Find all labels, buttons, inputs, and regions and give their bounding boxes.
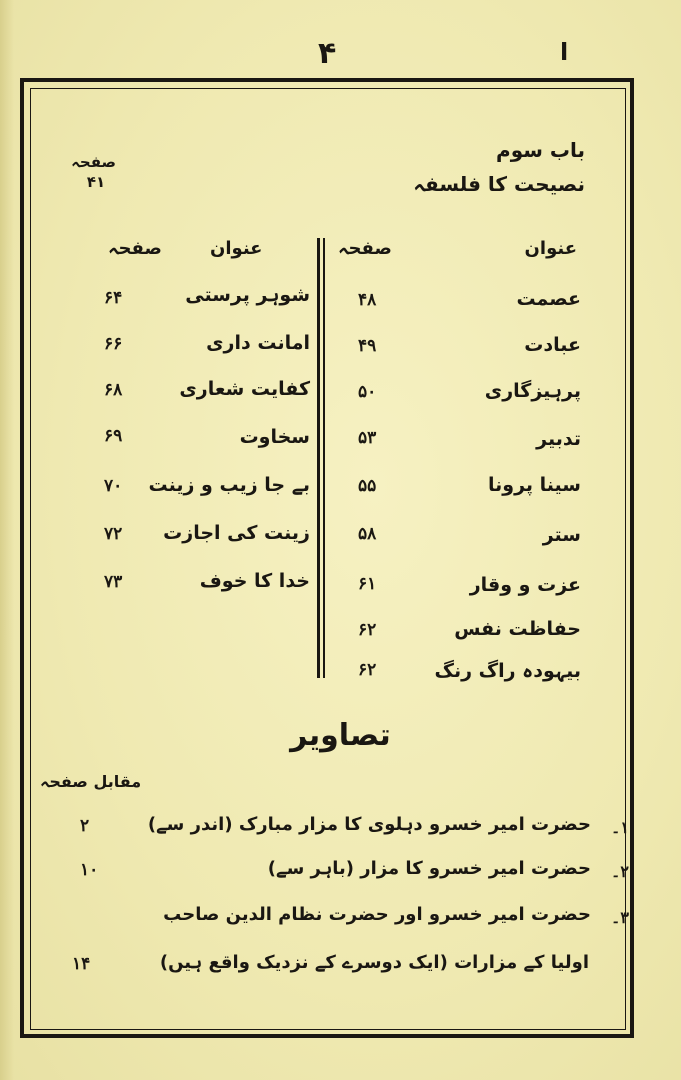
chapter-start-page-label: صفحہ	[71, 153, 116, 171]
toc-entry-title: پرہیزگاری	[484, 380, 581, 402]
chapter-start-page	[71, 152, 116, 192]
picture-entry-number: ۲۔	[611, 862, 629, 881]
toc-entry-page: ۷۳	[104, 572, 123, 592]
picture-entry-text: حضرت امیر خسرو اور حضرت نظام الدین صاحب	[163, 904, 591, 925]
right-column-page-header: صفحہ	[338, 238, 392, 259]
toc-entry-title: عبادت	[524, 334, 581, 356]
top-mark: ا	[560, 38, 569, 66]
toc-entry-page: ۵۰	[358, 382, 377, 402]
toc-entry-page: ۶۸	[104, 380, 123, 400]
toc-entry-page: ۷۰	[104, 476, 123, 496]
toc-entry-title: امانت داری	[206, 332, 310, 354]
toc-entry-page: ۴۸	[358, 290, 377, 310]
column-divider	[317, 238, 320, 678]
toc-entry-title: عصمت	[516, 288, 581, 310]
toc-entry-page: ۶۲	[358, 660, 377, 680]
pictures-subheading: مقابل صفحہ	[40, 772, 142, 791]
toc-entry-title: خدا کا خوف	[199, 570, 310, 592]
toc-entry-page: ۵۳	[358, 428, 377, 448]
toc-entry-page: ۶۹	[104, 426, 123, 446]
picture-entry-page: ۲	[80, 816, 90, 836]
chapter-subtitle: نصیحت کا فلسفہ	[413, 172, 585, 196]
toc-entry-title: کفایت شعاری	[179, 378, 310, 400]
toc-entry-title: سخاوت	[239, 426, 310, 448]
toc-entry-title: بیہودہ راگ رنگ	[434, 660, 581, 682]
picture-entry-text: حضرت امیر خسرو دہلوی کا مزار مبارک (اندر سے)	[147, 814, 591, 835]
toc-entry-page: ۶۶	[104, 334, 123, 354]
left-column-page-header: صفحہ	[108, 238, 162, 259]
toc-entry-page: ۷۲	[104, 524, 123, 544]
toc-entry-page: ۶۱	[358, 574, 377, 594]
toc-entry-title: تدبیر	[536, 428, 581, 450]
picture-entry-page: ۱۰	[80, 860, 99, 880]
page-spine-shadow	[0, 0, 14, 1080]
toc-entry-title: زینت کی اجازت	[163, 522, 310, 544]
column-divider-second	[323, 238, 325, 678]
page-border-inner	[30, 88, 626, 1030]
chapter-start-page-number: ۴۱	[86, 173, 106, 191]
toc-entry-title: عزت و وقار	[469, 574, 581, 596]
toc-entry-title: سینا پرونا	[488, 474, 581, 496]
toc-entry-page: ۵۵	[358, 476, 377, 496]
toc-entry-page: ۴۹	[358, 336, 377, 356]
left-column-title-header: عنوان	[210, 238, 263, 259]
right-column-title-header: عنوان	[524, 238, 577, 259]
picture-entry-number: ۱۔	[611, 818, 629, 837]
page-number: ۴	[318, 36, 337, 71]
picture-entry-text: حضرت امیر خسرو کا مزار (باہر سے)	[267, 858, 591, 879]
picture-entry-number: ۳۔	[611, 908, 629, 927]
toc-entry-page: ۶۴	[104, 288, 123, 308]
toc-entry-title: بے جا زیب و زینت	[148, 474, 310, 496]
pictures-heading: تصاویر	[290, 718, 391, 753]
picture-entry-text-continued: اولیا کے مزارات (ایک دوسرے کے نزدیک واقع ہیں)	[159, 952, 589, 973]
toc-entry-page: ۵۸	[358, 524, 377, 544]
toc-entry-page: ۶۲	[358, 620, 377, 640]
picture-entry-page: ۱۴	[72, 954, 91, 974]
chapter-title: باب سوم	[496, 138, 585, 162]
toc-entry-title: شوہر پرستی	[185, 284, 310, 306]
toc-entry-title: ستر	[542, 524, 581, 546]
toc-entry-title: حفاظت نفس	[454, 618, 581, 640]
